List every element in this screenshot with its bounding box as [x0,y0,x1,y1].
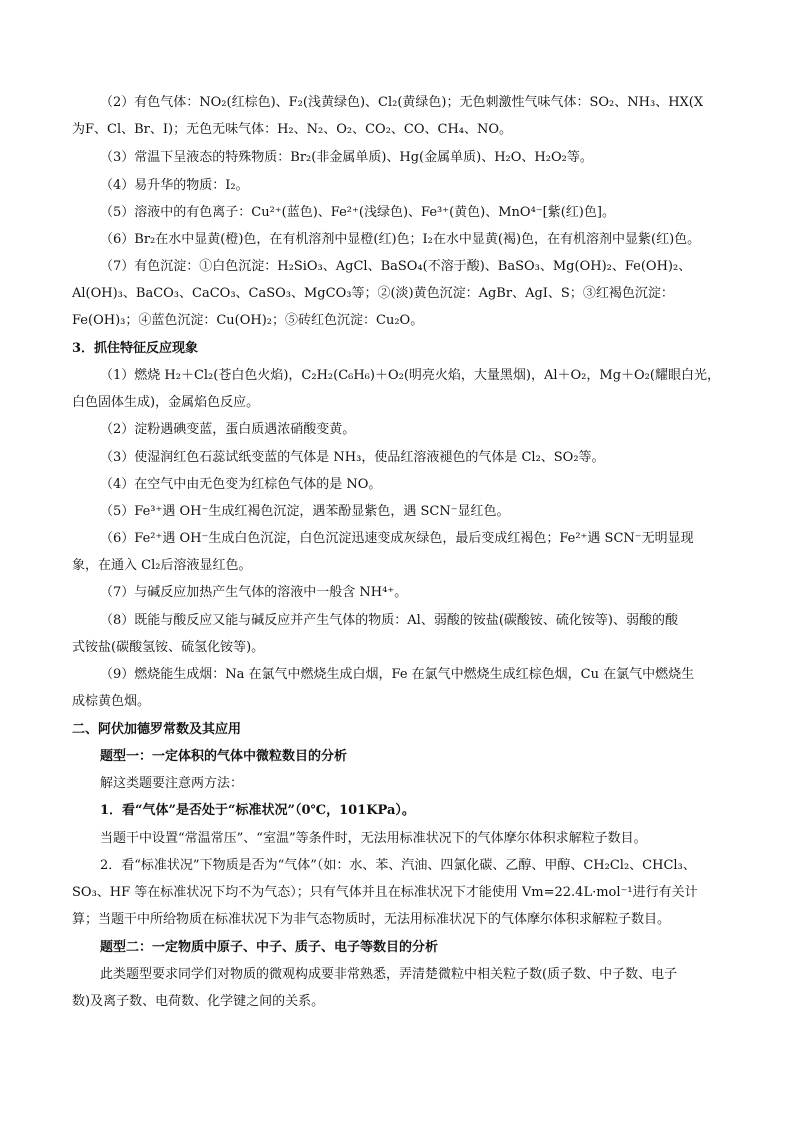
text-line: Fe(OH)₃；④蓝色沉淀：Cu(OH)₂；⑤砖红色沉淀：Cu₂O。 [72,313,424,328]
text-line: Al(OH)₃、BaCO₃、CaCO₃、CaSO₃、MgCO₃等；②(淡)黄色沉淀：AgBr、AgI、S；③红褐色沉淀： [72,286,674,301]
text-line: 解这类题要注意两方法： [100,776,244,791]
text-line: （7）有色沉淀：①白色沉淀：H₂SiO₃、AgCl、BaSO₄(不溶于酸)、BaSO₃、Mg(OH)₂、Fe(OH)₂、 [100,259,692,274]
text-line: 2．看“标准状况”下物质是否为“气体”（如：水、苯、汽油、四氯化碳、乙醇、甲醇、CH₂Cl₂、CHCl₃、 [100,858,696,873]
text-line: （6）Br₂在水中显黄(橙)色，在有机溶剂中显橙(红)色；I₂在水中显黄(褐)色，在有机溶剂中显紫(红)色。 [100,232,701,247]
subsection-heading: 题型一：一定体积的气体中微粒数目的分析 [100,749,348,764]
text-line: （7）与碱反应加热产生气体的溶液中一般含 NH⁴⁺。 [100,585,408,600]
text-line: 为F、Cl、Br、I)；无色无味气体：H₂、N₂、O₂、CO₂、CO、CH₄、NO。 [72,122,513,137]
text-line: 成棕黄色烟。 [72,694,151,709]
text-line: 此类题型要求同学们对物质的微观构成要非常熟悉，弄清楚微粒中相关粒子数(质子数、中子数、电子 [100,967,678,982]
text-line: （2）有色气体：NO₂(红棕色)、F₂(浅黄绿色)、Cl₂(黄绿色)；无色刺激性气味气体：SO₂、NH₃、HX(X [100,95,704,110]
text-line: （4）易升华的物质：I₂。 [100,178,249,193]
text-line: 象，在通入 Cl₂后溶液显红色。 [72,558,252,573]
section-heading: 3．抓住特征反应现象 [72,341,199,356]
text-line: （2）淀粉遇碘变蓝，蛋白质遇浓硝酸变黄。 [100,422,356,437]
text-line: （6）Fe²⁺遇 OH⁻生成白色沉淀，白色沉淀迅速变成灰绿色，最后变成红褐色；Fe²⁺遇 SCN⁻无明显现 [100,531,694,546]
subsection-heading: 题型二：一定物质中原子、中子、质子、电子等数目的分析 [100,940,439,955]
text-line: 当题干中设置“常温常压”、“室温”等条件时，无法用标准状况下的气体摩尔体积求解粒子数目。 [100,831,647,846]
text-line: （3）常温下呈液态的特殊物质：Br₂(非金属单质)、Hg(金属单质)、H₂O、H₂O₂等。 [100,150,593,165]
text-line: （4）在空气中由无色变为红棕色气体的是 NO。 [100,477,382,492]
text-line: SO₃、HF 等在标准状况下均不为气态）；只有气体并且在标准状况下才能使用 Vm=22.4L·mol⁻¹进行有关计 [72,885,698,900]
section-heading: 二、阿伏加德罗常数及其应用 [72,722,242,737]
text-line: （9）燃烧能生成烟：Na 在氯气中燃烧生成白烟，Fe 在氯气中燃烧生成红棕色烟，Cu 在氯气中燃烧生 [100,667,695,682]
text-line: （5）Fe³⁺遇 OH⁻生成红褐色沉淀，遇苯酚显紫色，遇 SCN⁻显红色。 [100,504,510,519]
text-line: （3）使湿润红色石蕊试纸变蓝的气体是 NH₃，使品红溶液褪色的气体是 Cl₂、SO₂等。 [100,450,605,465]
text-line: 算；当题干中所给物质在标准状况下为非气态物质时，无法用标准状况下的气体摩尔体积求解粒子数目。 [72,912,671,927]
text-line: （5）溶液中的有色离子：Cu²⁺(蓝色)、Fe²⁺(浅绿色)、Fe³⁺(黄色)、MnO⁴⁻[紫(红)色]。 [100,205,615,220]
text-line: 数)及离子数、电荷数、化学键之间的关系。 [72,994,325,1009]
text-line: 白色固体生成)，金属焰色反应。 [72,395,260,410]
text-line: （8）既能与酸反应又能与碱反应并产生气体的物质：Al、弱酸的铵盐(碳酸铵、硫化铵等)、弱酸的酸 [100,613,678,628]
text-line: 式铵盐(碳酸氢铵、硫氢化铵等)。 [72,640,265,655]
text-line: （1）燃烧 H₂＋Cl₂(苍白色火焰)，C₂H₂(C₆H₆)＋O₂(明亮火焰，大量黑烟)，Al＋O₂，Mg＋O₂(耀眼白光， [100,368,720,383]
point-heading: 1．看“气体”是否处于“标准状况”（0℃，101KPa）。 [100,803,415,818]
